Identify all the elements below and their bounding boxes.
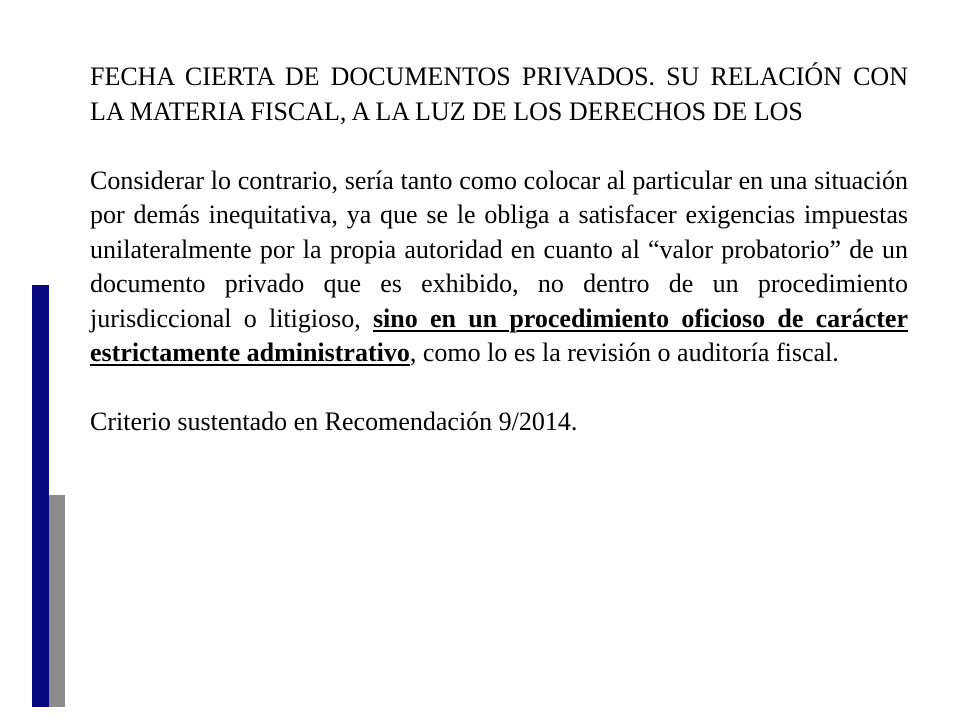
slide-title: FECHA CIERTA DE DOCUMENTOS PRIVADOS. SU RELACIÓN CON LA MATERIA FISCAL, A LA LUZ DE LOS DERECHOS DE LOS — [90, 62, 908, 126]
body-paragraph — [90, 164, 908, 371]
accent-bar-blue — [32, 285, 49, 707]
criterion-line: Criterio sustentado en Recomendación 9/2014. — [90, 407, 578, 436]
paragraph-text-after: , como lo es la revisión o auditoría fiscal. — [409, 338, 839, 367]
paragraph-text-before: Considerar lo contrario, sería tanto como colocar al particular en una situación por demás inequitativa, ya que se le obliga a satisfacer exigencias impuestas unilateralmente por la propia autoridad en cuanto al “valor probatorio” de un documento privado que es exhibido, no dentro de un procedimiento jurisdiccional o litigioso, — [90, 165, 908, 333]
paragraph-emphasis: sino en un procedimiento oficioso de carácter estrictamente administrativo — [90, 303, 908, 367]
accent-bar-gray — [49, 495, 65, 707]
slide-content — [90, 60, 908, 440]
